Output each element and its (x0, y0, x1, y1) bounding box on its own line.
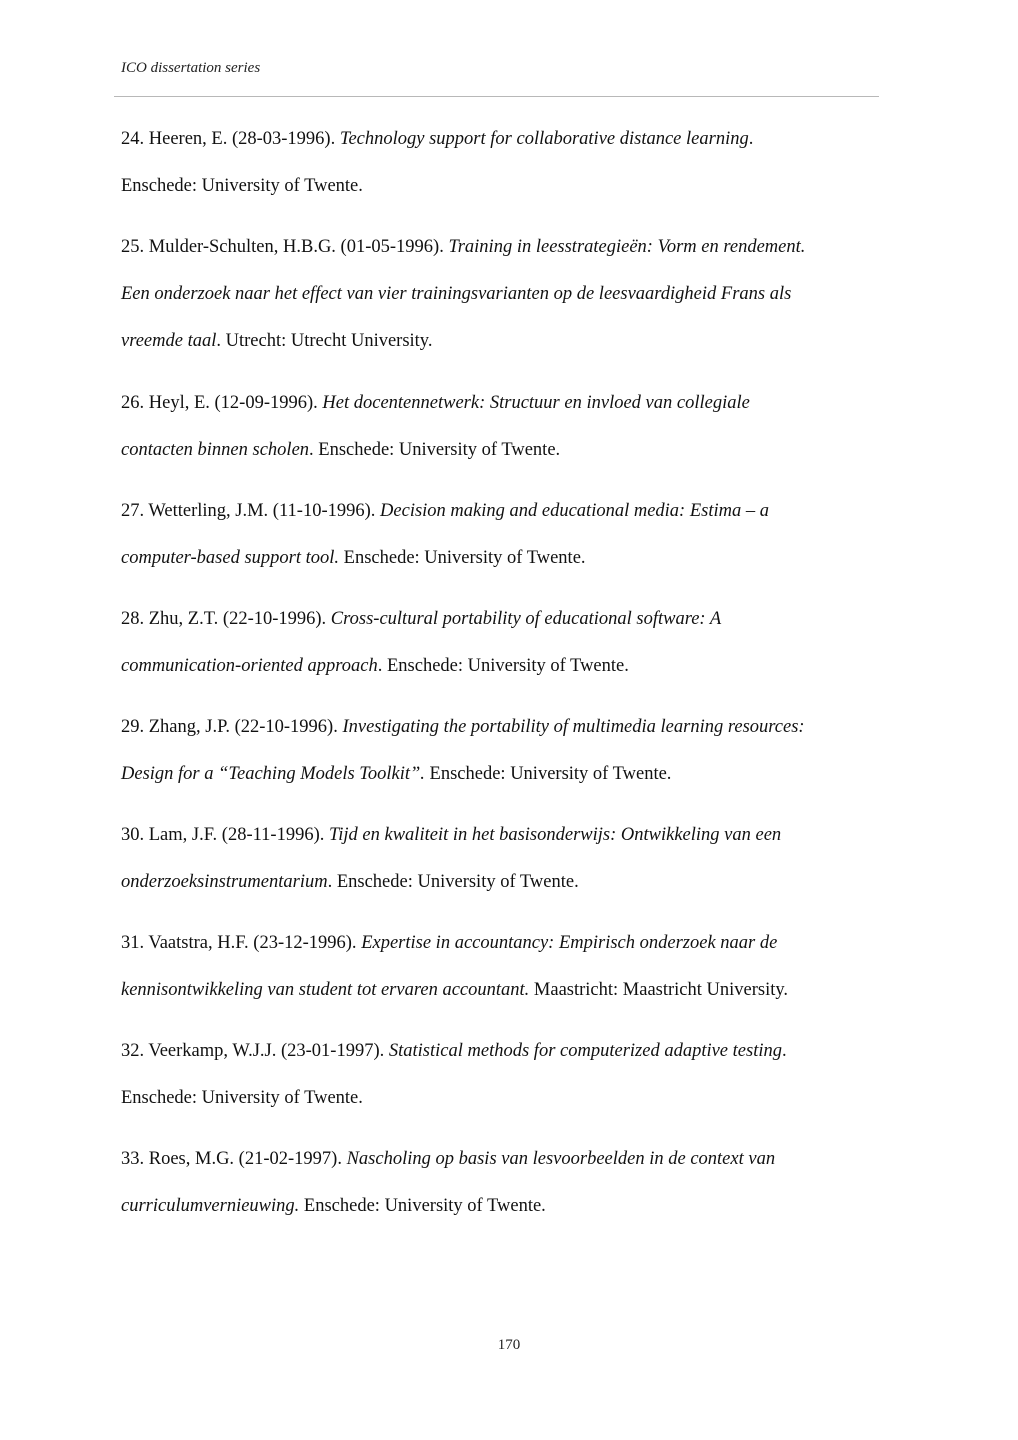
entry-title: Statistical methods for computerized adaptive testing (388, 1041, 782, 1061)
entry-line (121, 859, 891, 906)
page-number: 170 (497, 1337, 521, 1353)
entry-line (121, 1136, 891, 1183)
entry-title: Technology support for collaborative distance learning (339, 129, 749, 149)
entry-title: computer-based support tool. (121, 548, 340, 568)
list-item (121, 704, 891, 812)
entry-text: 27. Wetterling, J.M. (11-10-1996). (121, 501, 381, 521)
entry-line (121, 1075, 891, 1122)
entry-line (121, 1028, 891, 1075)
list-item (121, 116, 891, 224)
entry-title: Decision making and educational media: Estima – a (380, 501, 769, 521)
entry-line (121, 271, 891, 318)
entry-title: Design for a “Teaching Models Toolkit”. (121, 764, 425, 784)
entry-line (121, 920, 891, 967)
entry-title: Expertise in accountancy: Empirisch onderzoek naar de (361, 933, 778, 953)
entry-line (121, 1183, 891, 1230)
entry-title: contacten binnen scholen (121, 440, 310, 460)
entry-text: . (748, 129, 754, 149)
entry-line (121, 224, 891, 271)
entry-line (121, 751, 891, 798)
list-item (121, 224, 891, 380)
entry-text: 25. Mulder-Schulten, H.B.G. (01-05-1996). (121, 237, 449, 257)
entry-text: . Utrecht: Utrecht University. (216, 331, 433, 351)
entry-text: 26. Heyl, E. (12-09-1996). (121, 393, 323, 413)
entry-text: . Enschede: University of Twente. (377, 656, 629, 676)
entry-line (121, 116, 891, 163)
list-item (121, 380, 891, 488)
entry-text: 33. Roes, M.G. (21-02-1997). (121, 1149, 347, 1169)
entry-text: 29. Zhang, J.P. (22-10-1996). (121, 717, 343, 737)
entry-title: communication-oriented approach (121, 656, 378, 676)
list-item (121, 1028, 891, 1136)
entry-line (121, 812, 891, 859)
entry-line (121, 967, 891, 1014)
entry-title: Investigating the portability of multimedia learning resources: (342, 717, 805, 737)
list-item (121, 812, 891, 920)
list-item (121, 596, 891, 704)
dissertation-list (121, 116, 891, 1244)
entry-line (121, 596, 891, 643)
entry-title: Cross-cultural portability of educational software: A (330, 609, 722, 629)
entry-title: Het docentennetwerk: Structuur en invloed van collegiale (322, 393, 750, 413)
entry-title: vreemde taal (121, 331, 217, 351)
entry-line (121, 427, 891, 474)
entry-title: onderzoeksinstrumentarium (121, 872, 328, 892)
entry-line (121, 535, 891, 582)
list-item (121, 920, 891, 1028)
entry-text: 32. Veerkamp, W.J.J. (23-01-1997). (121, 1041, 389, 1061)
entry-line (121, 643, 891, 690)
entry-line (121, 488, 891, 535)
entry-text: 24. Heeren, E. (28-03-1996). (121, 129, 340, 149)
entry-title: Een onderzoek naar het effect van vier trainingsvarianten op de leesvaardigheid Frans als (121, 284, 792, 304)
list-item (121, 1136, 891, 1244)
entry-title: Nascholing op basis van lesvoorbeelden in de context van (346, 1149, 776, 1169)
entry-text: . Enschede: University of Twente. (327, 872, 579, 892)
entry-text: Enschede: University of Twente. (339, 548, 586, 568)
list-item (121, 488, 891, 596)
entry-title: curriculumvernieuwing. (121, 1196, 300, 1216)
entry-line (121, 163, 891, 210)
running-header: ICO dissertation series (121, 60, 261, 76)
entry-title: Training in leesstrategieën: Vorm en rendement. (448, 237, 806, 257)
entry-text: Enschede: University of Twente. (299, 1196, 546, 1216)
entry-title: Tijd en kwaliteit in het basisonderwijs: Ontwikkeling van een (329, 825, 782, 845)
entry-line (121, 318, 891, 365)
entry-text: . (781, 1041, 787, 1061)
entry-line (121, 704, 891, 751)
entry-text: Enschede: University of Twente. (121, 1088, 363, 1108)
entry-text: Enschede: University of Twente. (424, 764, 672, 784)
entry-text: 30. Lam, J.F. (28-11-1996). (121, 825, 329, 845)
header-divider (114, 96, 879, 97)
entry-text: 31. Vaatstra, H.F. (23-12-1996). (121, 933, 362, 953)
entry-text: . Enschede: University of Twente. (309, 440, 561, 460)
entry-line (121, 380, 891, 427)
entry-text: Maastricht: Maastricht University. (529, 980, 789, 1000)
entry-text: Enschede: University of Twente. (121, 176, 363, 196)
entry-title: kennisontwikkeling van student tot ervaren accountant. (121, 980, 530, 1000)
entry-text: 28. Zhu, Z.T. (22-10-1996). (121, 609, 331, 629)
